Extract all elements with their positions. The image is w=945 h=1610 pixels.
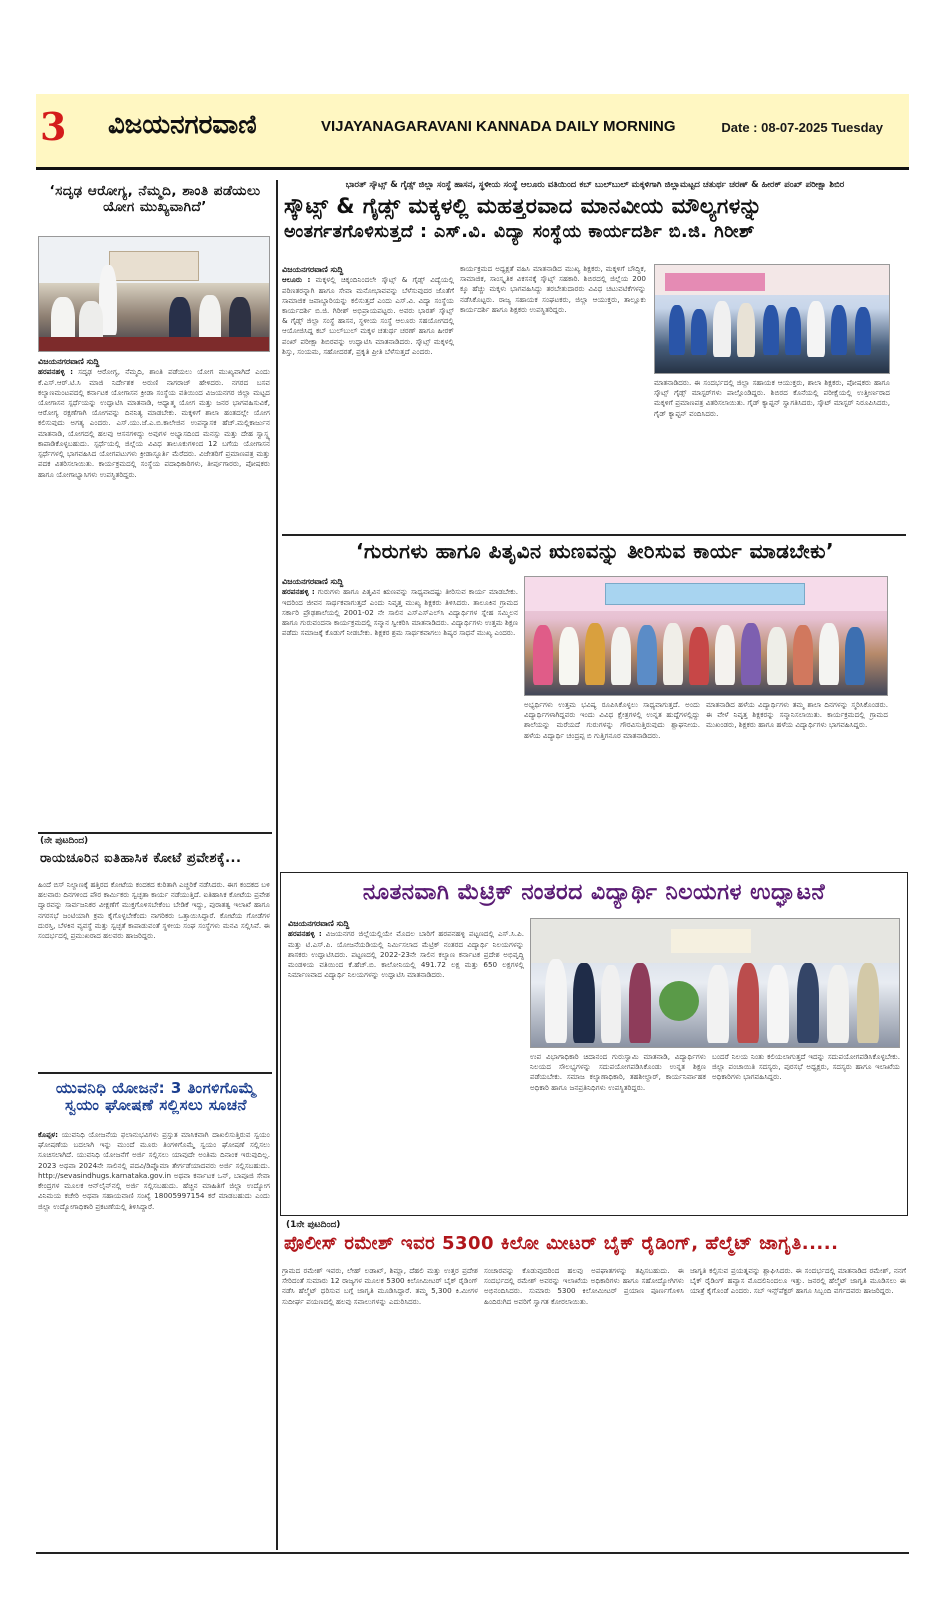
brand-name-kannada: ವಿಜಯನಗರವಾಣಿ xyxy=(108,110,257,140)
section-divider xyxy=(38,832,272,834)
hostel-col-2 xyxy=(530,1052,706,1208)
gurus-body-1: ಗುರುಗಳು ಹಾಗೂ ಪಿತೃವಿನ ಋಣವನ್ನು ಸಾಧ್ಯವಾದಷ್ಟು ತೀರಿಸುವ ಕಾರ್ಯ ಮಾಡಬೇಕು. ಇದರಿಂದ ಜೀವನ ಸಾರ್ಥಕವಾಗುತ್ತದೆ ಎಂದು ನಿವೃತ್ತ ಮುಖ್ಯ ಶಿಕ್ಷಕರು ತಿಳಿಸಿದರು. ತಾಲೂಕಿನ ಗ್ರಾಮದ ಸರ್ಕಾರಿ ಪ್ರೌಢಶಾಲೆಯಲ್ಲಿ 2001-02 ನೇ ಸಾಲಿನ ಎಸ್‌ಎಸ್‌ಎಲ್‌ಸಿ ವಿದ್ಯಾರ್ಥಿಗಳ ಸ್ನೇಹ ಸಮ್ಮಿಲನ ಹಾಗೂ ಗುರುವಂದನಾ ಕಾರ್ಯಕ್ರಮದಲ್ಲಿ ಸನ್ಮಾನ ಸ್ವೀಕರಿಸಿ ಮಾತನಾಡಿದರು. ವಿದ್ಯಾರ್ಥಿಗಳು ಉತ್ತಮ ಶಿಕ್ಷಣ ಪಡೆದು ಸಮಾಜಕ್ಕೆ ಕೊಡುಗೆ ನೀಡಬೇಕು. ಶಿಕ್ಷಕರ ಶ್ರಮ ಸಾರ್ಥಕವಾಗಲು ಶಿಷ್ಯರ ಸಾಧನೆ ಮುಖ್ಯ ಎಂದರು. xyxy=(282,587,518,638)
gurus-body-2: ಅಭ್ಯರ್ಥಿಗಳು ಉತ್ತಮ ಭವಿಷ್ಯ ರೂಪಿಸಿಕೊಳ್ಳಲು ಸಾಧ್ಯವಾಗುತ್ತದೆ. ಅಂದು ವಿದ್ಯಾರ್ಥಿಗಳಾಗಿದ್ದವರು ಇಂದು ವಿವಿಧ ಕ್ಷೇತ್ರಗಳಲ್ಲಿ ಉನ್ನತ ಹುದ್ದೆಗಳಲ್ಲಿದ್ದು ಶಾಲೆಯನ್ನು ಮರೆಯದೆ ಗುರುಗಳನ್ನು ಗೌರವಿಸುತ್ತಿರುವುದು ಶ್ಲಾಘನೀಯ. ಹಳೆಯ ವಿದ್ಯಾರ್ಥಿ ಚಂದ್ರಪ್ಪ ಬಿ ಗುತ್ತಿಗನೂರ ಮಾತನಾಡಿದರು. xyxy=(524,700,700,740)
hostel-col-1 xyxy=(288,918,524,1208)
raichur-fort-headline: ರಾಯಚೂರಿನ ಐತಿಹಾಸಿಕ ಕೋಟೆ ಪ್ರವೇಶಕ್ಕೆ... xyxy=(40,851,242,866)
gurus-body-3: ಮಾತನಾಡಿದ ಹಳೆಯ ವಿದ್ಯಾರ್ಥಿಗಳು ತಮ್ಮ ಶಾಲಾ ದಿನಗಳನ್ನು ಸ್ಮರಿಸಿಕೊಂಡರು. ಈ ವೇಳೆ ನಿವೃತ್ತ ಶಿಕ್ಷಕರನ್ನು ಸನ್ಮಾನಿಸಲಾಯಿತು. ಕಾರ್ಯಕ್ರಮದಲ್ಲಿ ಗ್ರಾಮದ ಮುಖಂಡರು, ಶಿಕ್ಷಕರು ಹಾಗೂ ಹಳೆಯ ವಿದ್ಯಾರ್ಥಿಗಳು ಭಾಗವಹಿಸಿದ್ದರು. xyxy=(706,700,888,730)
hostel-inauguration-photo xyxy=(530,918,900,1048)
scouts-dateline: ಆಲೂರು : xyxy=(282,275,311,285)
hostel-dateline: ಹರಪನಹಳ್ಳಿ : xyxy=(288,929,322,939)
scouts-byline: ವಿಜಯನಗರವಾಣಿ ಸುದ್ದಿ xyxy=(282,265,344,274)
issue-date: Date : 08-07-2025 Tuesday xyxy=(721,120,883,135)
hostel-headline: ನೂತನವಾಗಿ ಮೆಟ್ರಿಕ್ ನಂತರದ ವಿದ್ಯಾರ್ಥಿ ನಿಲಯಗಳ ಉದ್ಘಾಟನೆ xyxy=(362,880,826,905)
hostel-body-2: ಉಪ ವಿಭಾಗಾಧಿಕಾರಿ ಚಿದಾನಂದ ಗುರುಸ್ವಾಮಿ ಮಾತನಾಡಿ, ವಿದ್ಯಾರ್ಥಿಗಳು ನಿಲಯದ ಸೌಲಭ್ಯಗಳನ್ನು ಸದುಪಯೋಗಪಡಿಸಿಕೊಂಡು ಉನ್ನತ ಶಿಕ್ಷಣ ಪಡೆಯಬೇಕು. ಸಮಾಜ ಕಲ್ಯಾಣಾಧಿಕಾರಿ, ತಹಶೀಲ್ದಾರ್, ಕಾರ್ಯನಿರ್ವಾಹಕ ಅಧಿಕಾರಿ ಹಾಗೂ ಜನಪ್ರತಿನಿಧಿಗಳು ಉಪಸ್ಥಿತರಿದ್ದರು. xyxy=(530,1052,706,1092)
gurus-headline: ‘ಗುರುಗಳು ಹಾಗೂ ಪಿತೃವಿನ ಋಣವನ್ನು ತೀರಿಸುವ ಕಾರ್ಯ ಮಾಡಬೇಕು’ xyxy=(355,539,835,563)
scouts-group-photo xyxy=(654,264,890,374)
hostel-col-3 xyxy=(712,1052,900,1208)
yoga-dateline: ಹರಪನಹಳ್ಳಿ : xyxy=(38,367,74,377)
gurus-col-1 xyxy=(282,576,518,868)
gurus-dateline: ಹರಪನಹಳ್ಳಿ : xyxy=(282,587,315,597)
yoga-article xyxy=(38,356,270,828)
scouts-headline-line2: ಅಂತರ್ಗತಗೊಳಿಸುತ್ತದೆ : ಎಸ್.ವಿ. ವಿದ್ಯಾ ಸಂಸ್ಥೆಯ ಕಾರ್ಯದರ್ಶಿ ಬಿ.ಜಿ. ಗಿರೀಶ್ xyxy=(284,222,755,242)
gurus-group-photo xyxy=(524,576,888,696)
brand-name-english: VIJAYANAGARAVANI KANNADA DAILY MORNING xyxy=(321,118,676,135)
section-divider xyxy=(38,1072,272,1074)
police-body-1: ಗ್ರಾಮದ ರಮೇಶ್ ಇವರು, ಲೇಹ್ ಲಡಾಖ್, ಶಿಮ್ಲಾ, ದೆಹಲಿ ಮತ್ತು ಉತ್ತರ ಪ್ರದೇಶ ಸೇರಿದಂತೆ ಸುಮಾರು 12 ರಾಜ್ಯಗಳ ಮೂಲಕ 5300 ಕಿಲೋಮೀಟರ್ ಬೈಕ್ ರೈಡಿಂಗ್ ನಡೆಸಿ ಹೆಲ್ಮೆಟ್ ಧರಿಸುವ ಬಗ್ಗೆ ಜಾಗೃತಿ ಮೂಡಿಸಿದ್ದಾರೆ. ತಮ್ಮ 5,300 ಕಿ.ಮೀಗಳ ಸುದೀರ್ಘ ಪಯಣದಲ್ಲಿ ಹಲವು ಸವಾಲುಗಳನ್ನು ಎದುರಿಸಿದರು. xyxy=(282,1266,478,1306)
yoga-event-photo xyxy=(38,236,270,352)
scouts-headline-line1: ಸ್ಕೌಟ್ಸ್ & ಗೈಡ್ಸ್ ಮಕ್ಕಳಲ್ಲಿ ಮಹತ್ತರವಾದ ಮಾನವೀಯ ಮೌಲ್ಯಗಳನ್ನು xyxy=(284,194,763,218)
gurus-col-2 xyxy=(524,700,700,868)
police-col-3 xyxy=(690,1266,906,1548)
scouts-col-3 xyxy=(654,378,890,530)
continued-tag: (ನೇ ಪುಟದಿಂದ) xyxy=(40,836,89,846)
raichur-fort-body: ಹಿಂದೆ ಬಿಸ್ ನಿಲ್ದಾಣಕ್ಕೆ ಹತ್ತಿರದ ಕೋಟೆಯ ಕಂದಕದ ಕುರಿತಾಗಿ ಎಚ್ಚರಿಕೆ ನಡೆಸಿದರು. ಈಗ ಕಂದಕದ ಬಳಿ ಹಲವಾರು ದಿನಗಳಿಂದ ಪೌರ ಕಾರ್ಮಿಕರು ಸ್ವಚ್ಛತಾ ಕಾರ್ಯ ನಡೆಯುತ್ತಿದೆ. ಐತಿಹಾಸಿಕ ಕೋಟೆಯ ಪ್ರವೇಶ ದ್ವಾರವನ್ನು ಸಾರ್ವಜನಿಕರ ವೀಕ್ಷಣೆಗೆ ಮುಕ್ತಗೊಳಿಸಬೇಕೆಂಬ ಬೇಡಿಕೆ ಇದ್ದು, ಪುರಾತತ್ವ ಇಲಾಖೆ ಹಾಗೂ ನಗರಸಭೆ ಜಂಟಿಯಾಗಿ ಕ್ರಮ ಕೈಗೊಳ್ಳಬೇಕೆಂದು ನಾಗರಿಕರು ಒತ್ತಾಯಿಸಿದ್ದಾರೆ. ಕೋಟೆಯ ಗೋಡೆಗಳ ದುರಸ್ತಿ, ಬೆಳಕಿನ ವ್ಯವಸ್ಥೆ ಮತ್ತು ಸ್ವಚ್ಛತೆ ಕಾಪಾಡುವಂತೆ ಸ್ಥಳೀಯ ಸಂಘ ಸಂಸ್ಥೆಗಳು ಮನವಿ ಸಲ್ಲಿಸಿವೆ. ಈ ಸಂದರ್ಭದಲ್ಲಿ ಪ್ರಮುಖರಾದ ಹಲವರು ಹಾಜರಿದ್ದರು. xyxy=(38,880,270,941)
police-col-2 xyxy=(484,1266,684,1548)
police-body-3: ಜಾಗೃತಿ ಕಲ್ಪಿಸುವ ಪ್ರಯತ್ನವನ್ನು ಶ್ಲಾಘಿಸಿದರು. ಈ ಸಂದರ್ಭದಲ್ಲಿ ಮಾತನಾಡಿದ ರಮೇಶ್, ನನಗೆ ಬೈಕ್ ರೈಡಿಂಗ್ ಹವ್ಯಾಸ ಮೊದಲಿನಿಂದಲೂ ಇತ್ತು. ಜನರಲ್ಲಿ ಹೆಲ್ಮೆಟ್ ಜಾಗೃತಿ ಮೂಡಿಸಲು ಈ ಯಾತ್ರೆ ಕೈಗೊಂಡೆ ಎಂದರು. ಸಬ್ ಇನ್ಸ್‌ಪೆಕ್ಟರ್ ಹಾಗೂ ಸಿಬ್ಬಂದಿ ವರ್ಗದವರು ಹಾಜರಿದ್ದರು. xyxy=(690,1266,906,1296)
yuvanidhi-headline: ಯುವನಿಧಿ ಯೋಜನೆ: 3 ತಿಂಗಳಿಗೊಮ್ಮೆ ಸ್ವಯಂ ಘೋಷಣೆ ಸಲ್ಲಿಸಲು ಸೂಚನೆ xyxy=(55,1079,257,1115)
scouts-col-1 xyxy=(282,264,454,530)
scouts-body-2: ಕಾರ್ಯಕ್ರಮದ ಅಧ್ಯಕ್ಷತೆ ವಹಿಸಿ ಮಾತನಾಡಿದ ಮುಖ್ಯ ಶಿಕ್ಷಕರು, ಮಕ್ಕಳಿಗೆ ಬೌದ್ಧಿಕ, ಸಾಮಾಜಿಕ, ಸಾಂಸ್ಕೃತಿಕ ವಿಕಸನಕ್ಕೆ ಸ್ಕೌಟ್ಸ್ ಸಹಕಾರಿ. ಶಿಬಿರದಲ್ಲಿ ಜಿಲ್ಲೆಯ 200 ಕ್ಕೂ ಹೆಚ್ಚು ಮಕ್ಕಳು ಭಾಗವಹಿಸಿದ್ದು ತರಬೇತುದಾರರು ವಿವಿಧ ಚಟುವಟಿಕೆಗಳನ್ನು ನಡೆಸಿಕೊಟ್ಟರು. ರಾಜ್ಯ ಸಹಾಯಕ ಸಂಘಟಕರು, ಜಿಲ್ಲಾ ಆಯುಕ್ತರು, ತಾಲ್ಲೂಕು ಕಾರ್ಯದರ್ಶಿ ಹಾಗೂ ಶಿಕ್ಷಕರು ಉಪಸ್ಥಿತರಿದ್ದರು. xyxy=(460,264,646,314)
gurus-byline: ವಿಜಯನಗರವಾಣಿ ಸುದ್ದಿ xyxy=(282,577,344,586)
column-divider xyxy=(276,180,278,1550)
yuvanidhi-body: ಯುವನಿಧಿ ಯೋಜನೆಯ ಫಲಾನುಭವಿಗಳು ಪ್ರಸ್ತುತ ಮಾಸಿಕವಾಗಿ ದಾಖಲಿಸುತ್ತಿರುವ ಸ್ವಯಂ ಘೋಷಣೆಯ ಬದಲಾಗಿ ಇನ್ನು ಮುಂದೆ ಮೂರು ತಿಂಗಳಿಗೊಮ್ಮೆ ಸ್ವಯಂ ಘೋಷಣೆ ಸಲ್ಲಿಸಲು ಸೂಚಿಸಲಾಗಿದೆ. ಯುವನಿಧಿ ಯೋಜನೆಗೆ ಅರ್ಜಿ ಸಲ್ಲಿಸಲು ಯಾವುದೇ ಅಂತಿಮ ದಿನಾಂಕ ಇರುವುದಿಲ್ಲ. 2023 ಅಥವಾ 2024ನೇ ಸಾಲಿನಲ್ಲಿ ಪದವಿ/ಡಿಪ್ಲೊಮಾ ತೇರ್ಗಡೆಯಾದವರು ಅರ್ಜಿ ಸಲ್ಲಿಸಬಹುದು. http://sevasindhugs.karnataka.gov.in ಅಥವಾ ಕರ್ನಾಟಕ ಒನ್, ಬಾಪೂಜಿ ಸೇವಾ ಕೇಂದ್ರಗಳ ಮೂಲಕ ಆನ್‌ಲೈನ್‌ನಲ್ಲಿ ಅರ್ಜಿ ಸಲ್ಲಿಸಬಹುದು. ಹೆಚ್ಚಿನ ಮಾಹಿತಿಗೆ ಜಿಲ್ಲಾ ಉದ್ಯೋಗ ವಿನಿಮಯ ಕಚೇರಿ ಅಥವಾ ಸಹಾಯವಾಣಿ ಸಂಖ್ಯೆ 18005997154 ಕರೆ ಮಾಡಬಹುದು ಎಂದು ಜಿಲ್ಲಾ ಉದ್ಯೋಗಾಧಿಕಾರಿ ಪ್ರಕಟಣೆಯಲ್ಲಿ ತಿಳಿಸಿದ್ದಾರೆ. xyxy=(38,1130,270,1211)
hostel-body-1: ವಿಜಯನಗರ ಜಿಲ್ಲೆಯಲ್ಲಿಯೇ ಮೊದಲ ಬಾರಿಗೆ ಹರಪನಹಳ್ಳಿ ಪಟ್ಟಣದಲ್ಲಿ ಎಸ್.ಸಿ.ಪಿ. ಮತ್ತು ಟಿ.ಎಸ್.ಪಿ. ಯೋಜನೆಯಡಿಯಲ್ಲಿ ನಿರ್ಮಿಸಲಾದ ಮೆಟ್ರಿಕ್ ನಂತರದ ವಿದ್ಯಾರ್ಥಿ ನಿಲಯಗಳನ್ನು ಶಾಸಕರು ಉದ್ಘಾಟಿಸಿದರು. ಪಟ್ಟಣದಲ್ಲಿ 2022-23ನೇ ಸಾಲಿನ ಕಲ್ಯಾಣ ಕರ್ನಾಟಕ ಪ್ರದೇಶ ಅಭಿವೃದ್ಧಿ ಮಂಡಳಿಯ ವತಿಯಿಂದ ಕೆ.ಹೆಚ್.ಬಿ. ಕಾಲೋನಿಯಲ್ಲಿ 491.72 ಲಕ್ಷ ಮತ್ತು 650 ಲಕ್ಷಗಳಲ್ಲಿ ನಿರ್ಮಾಣವಾದ ವಿದ್ಯಾರ್ಥಿ ನಿಲಯಗಳನ್ನು ಉದ್ಘಾಟಿಸಿ ಮಾತನಾಡಿದರು. xyxy=(288,929,524,980)
police-col-1 xyxy=(282,1266,478,1548)
yoga-headline: ‘ಸದೃಢ ಆರೋಗ್ಯ, ನೆಮ್ಮದಿ, ಶಾಂತಿ ಪಡೆಯಲು ಯೋಗ ಮುಖ್ಯವಾಗಿದೆ’ xyxy=(49,183,261,215)
yoga-body: ಸದೃಢ ಆರೋಗ್ಯ, ನೆಮ್ಮದಿ, ಶಾಂತಿ ಪಡೆಯಲು ಯೋಗ ಮುಖ್ಯವಾಗಿದೆ ಎಂದು ಕೆ.ಎಸ್.ಆರ್.ಟಿ.ಸಿ ಮಾಜಿ ನಿರ್ದೇಶಕ ಅರುಣಿ ನಾಗರಾಜ್ ಹೇಳಿದರು. ನಗರದ ಬಸವ ಕಲ್ಯಾಣಮಂಟಪದಲ್ಲಿ ಕರ್ನಾಟಕ ಯೋಗಾಸನ ಕ್ರೀಡಾ ಸಂಸ್ಥೆಯ ವತಿಯಿಂದ ವಿಜಯನಗರ ಜಿಲ್ಲಾ ಮಟ್ಟದ ಯೋಗಾಸನ ಸ್ಪರ್ಧೆಯನ್ನು ಉದ್ಘಾಟಿಸಿ ಮಾತನಾಡಿ, ಆಧ್ಯಾತ್ಮ ಯೋಗ ಮತ್ತು ಜನರ ಭಾಗವಹಿಸುವಿಕೆ, ಆರೋಗ್ಯ ರಕ್ಷಣೆಗಾಗಿ ಯೋಗವನ್ನು ದಿನನಿತ್ಯ ಮಾಡಬೇಕು. ಮಕ್ಕಳಿಗೆ ಶಾಲಾ ಹಂತದಲ್ಲೇ ಯೋಗ ಕಲಿಸುವುದು ಅಗತ್ಯ ಎಂದರು. ಎಸ್.ಯು.ಜೆ.ಎ.ಬಿ.ಕಾಲೇಜಿನ ಉಪನ್ಯಾಸಕ ಹೆಚ್.ಮಲ್ಲಿಕಾರ್ಜುನ ಮಾತನಾಡಿ, ಯೋಗದಲ್ಲಿ ಹಲವು ಆಸನಗಳಿದ್ದು ಅವುಗಳ ಅಭ್ಯಾಸದಿಂದ ಮನಸ್ಸು ಮತ್ತು ದೇಹ ಸ್ವಾಸ್ಥ್ಯ ಕಾಪಾಡಿಕೊಳ್ಳಬಹುದು. ಸ್ಪರ್ಧೆಯಲ್ಲಿ ಜಿಲ್ಲೆಯ ವಿವಿಧ ತಾಲೂಕುಗಳಿಂದ 12 ಬಗೆಯ ಯೋಗಾಸನ ಸ್ಪರ್ಧೆಗಳಲ್ಲಿ ಭಾಗವಹಿಸಿದ ಯೋಗಪಟುಗಳು ಕ್ರೀಡಾಸ್ಫೂರ್ತಿ ಮೆರೆದರು. ವಿಜೇತರಿಗೆ ಪ್ರಮಾಣಪತ್ರ ಮತ್ತು ಪದಕ ವಿತರಿಸಲಾಯಿತು. ಕಾರ್ಯಕ್ರಮದಲ್ಲಿ ಸಂಸ್ಥೆಯ ಪದಾಧಿಕಾರಿಗಳು, ತೀರ್ಪುಗಾರರು, ಪೋಷಕರು ಹಾಗೂ ಯೋಗಾಭ್ಯಾಸಿಗಳು ಉಪಸ್ಥಿತರಿದ್ದರು. xyxy=(38,367,270,479)
section-divider xyxy=(282,534,906,536)
yoga-byline: ವಿಜಯನಗರವಾಣಿ ಸುದ್ದಿ xyxy=(38,357,100,366)
hostel-body-3: ಬಂದರೆ ನಿಲಯ ನಿಂತು ಕಲಿಯಲಾಗುತ್ತದೆ ಇದನ್ನು ಸದುಪಯೋಗಪಡಿಸಿಕೊಳ್ಳಬೇಕು. ಜಿಲ್ಲಾ ಪಂಚಾಯಿತಿ ಸದಸ್ಯರು, ಪುರಸಭೆ ಅಧ್ಯಕ್ಷರು, ಸದಸ್ಯರು ಹಾಗೂ ಇಲಾಖೆಯ ಅಧಿಕಾರಿಗಳು ಭಾಗವಹಿಸಿದ್ದರು. xyxy=(712,1052,900,1082)
yuvanidhi-article xyxy=(38,1130,270,1548)
yuvanidhi-dateline: ಕೊಪ್ಪಳ: xyxy=(38,1130,59,1139)
raichur-fort-article xyxy=(38,880,270,1068)
page-number: 3 xyxy=(40,104,67,149)
hostel-byline: ವಿಜಯನಗರವಾಣಿ ಸುದ್ದಿ xyxy=(288,919,350,928)
masthead xyxy=(36,94,909,170)
page-bottom-rule xyxy=(36,1552,909,1554)
scouts-body-1: ಮಕ್ಕಳಲ್ಲಿ ಚಿಕ್ಕಂದಿನಿಂದಲೇ ಸ್ಕೌಟ್ಸ್ & ಗೈಡ್ಸ್ ವಿದ್ಯೆಯಲ್ಲಿ ಪರಿಣತರನ್ನಾಗಿ ಹಾಗೂ ಸೇವಾ ಮನೋಭಾವವನ್ನು ಬೆಳೆಸುವುದರ ಜೊತೆಗೆ ಸಾಮಾಜಿಕ ಜವಾಬ್ದಾರಿಯನ್ನು ಕಲಿಸುತ್ತದೆ ಎಂದು ಎಸ್.ವಿ. ವಿದ್ಯಾ ಸಂಸ್ಥೆಯ ಕಾರ್ಯದರ್ಶಿ ಬಿ.ಜಿ. ಗಿರೀಶ್ ಅಭಿಪ್ರಾಯಪಟ್ಟರು. ಅವರು ಭಾರತ್ ಸ್ಕೌಟ್ಸ್ & ಗೈಡ್ಸ್ ಜಿಲ್ಲಾ ಸಂಸ್ಥೆ ಹಾಸನ, ಸ್ಥಳೀಯ ಸಂಸ್ಥೆ ಆಲೂರು ಸಹಯೋಗದಲ್ಲಿ ಆಯೋಜಿಸಿದ್ದ ಕಬ್ ಬುಲ್‌ಬುಲ್ ಮಕ್ಕಳ ಚತುರ್ಥ ಚರಣ್ ಹಾಗೂ ಹೀರಕ್ ಪಂಖ್ ಪರೀಕ್ಷಾ ಶಿಬಿರವನ್ನು ಉದ್ಘಾಟಿಸಿ ಮಾತನಾಡಿದರು. ಸ್ಕೌಟ್ಸ್ ಮಕ್ಕಳಲ್ಲಿ ಶಿಸ್ತು, ಸಂಯಮ, ಸಹೋದರತೆ, ಪ್ರಕೃತಿ ಪ್ರೀತಿ ಬೆಳೆಸುತ್ತದೆ ಎಂದರು. xyxy=(282,275,454,356)
police-headline: ಪೊಲೀಸ್ ರಮೇಶ್ ಇವರ 5300 ಕಿಲೋ ಮೀಟರ್ ಬೈಕ್ ರೈಡಿಂಗ್, ಹೆಲ್ಮೆಟ್ ಜಾಗೃತಿ..... xyxy=(284,1233,839,1254)
gurus-col-3 xyxy=(706,700,888,868)
police-body-2: ಸಂಚಾರವನ್ನು ಕೊಡುವುದರಿಂದ ಹಲವು ಅಪಘಾತಗಳನ್ನು ತಪ್ಪಿಸಬಹುದು. ಈ ಸಂದರ್ಭದಲ್ಲಿ ರಮೇಶ್ ಅವರನ್ನು ಇಲಾಖೆಯ ಅಧಿಕಾರಿಗಳು ಹಾಗೂ ಸಹೋದ್ಯೋಗಿಗಳು ಅಭಿನಂದಿಸಿದರು. ಸುಮಾರು 5300 ಕಿಲೋಮೀಟರ್ ಪ್ರಯಾಣ ಪೂರ್ಣಗೊಳಿಸಿ ಹಿಂದಿರುಗಿದ ಅವರಿಗೆ ಸ್ವಾಗತ ಕೋರಲಾಯಿತು. xyxy=(484,1266,684,1306)
scouts-kicker: ಭಾರತ್ ಸ್ಕೌಟ್ಸ್ & ಗೈಡ್ಸ್ ಜಿಲ್ಲಾ ಸಂಸ್ಥೆ ಹಾಸನ, ಸ್ಥಳೀಯ ಸಂಸ್ಥೆ ಆಲೂರು ವತಿಯಿಂದ ಕಬ್ ಬುಲ್‌ಬುಲ್ ಮಕ್ಕಳಿಗಾಗಿ ಜಿಲ್ಲಾಮಟ್ಟದ ಚತುರ್ಥ ಚರಣ್ & ಹೀರಕ್ ಪಂಖ್ ಪರೀಕ್ಷಾ ಶಿಬಿರ xyxy=(345,180,845,190)
scouts-body-3: ಮಾತನಾಡಿದರು. ಈ ಸಂದರ್ಭದಲ್ಲಿ ಜಿಲ್ಲಾ ಸಹಾಯಕ ಆಯುಕ್ತರು, ಶಾಲಾ ಶಿಕ್ಷಕರು, ಪೋಷಕರು ಹಾಗೂ ಸ್ಕೌಟ್ಸ್ ಗೈಡ್ಸ್ ಮಾಸ್ಟರ್‌ಗಳು ಪಾಲ್ಗೊಂಡಿದ್ದರು. ಶಿಬಿರದ ಕೊನೆಯಲ್ಲಿ ಪರೀಕ್ಷೆಯಲ್ಲಿ ಉತ್ತೀರ್ಣರಾದ ಮಕ್ಕಳಿಗೆ ಪ್ರಮಾಣಪತ್ರ ವಿತರಿಸಲಾಯಿತು. ಗೈಡ್ ಕ್ಯಾಪ್ಟನ್ ಸ್ವಾಗತಿಸಿದರು, ಸ್ಕೌಟ್ ಮಾಸ್ಟರ್ ನಿರೂಪಿಸಿದರು, ಗೈಡ್ ಕ್ಯಾಪ್ಟನ್ ವಂದಿಸಿದರು. xyxy=(654,378,890,418)
scouts-col-2 xyxy=(460,264,646,530)
continued-tag: (1ನೇ ಪುಟದಿಂದ) xyxy=(286,1220,341,1230)
